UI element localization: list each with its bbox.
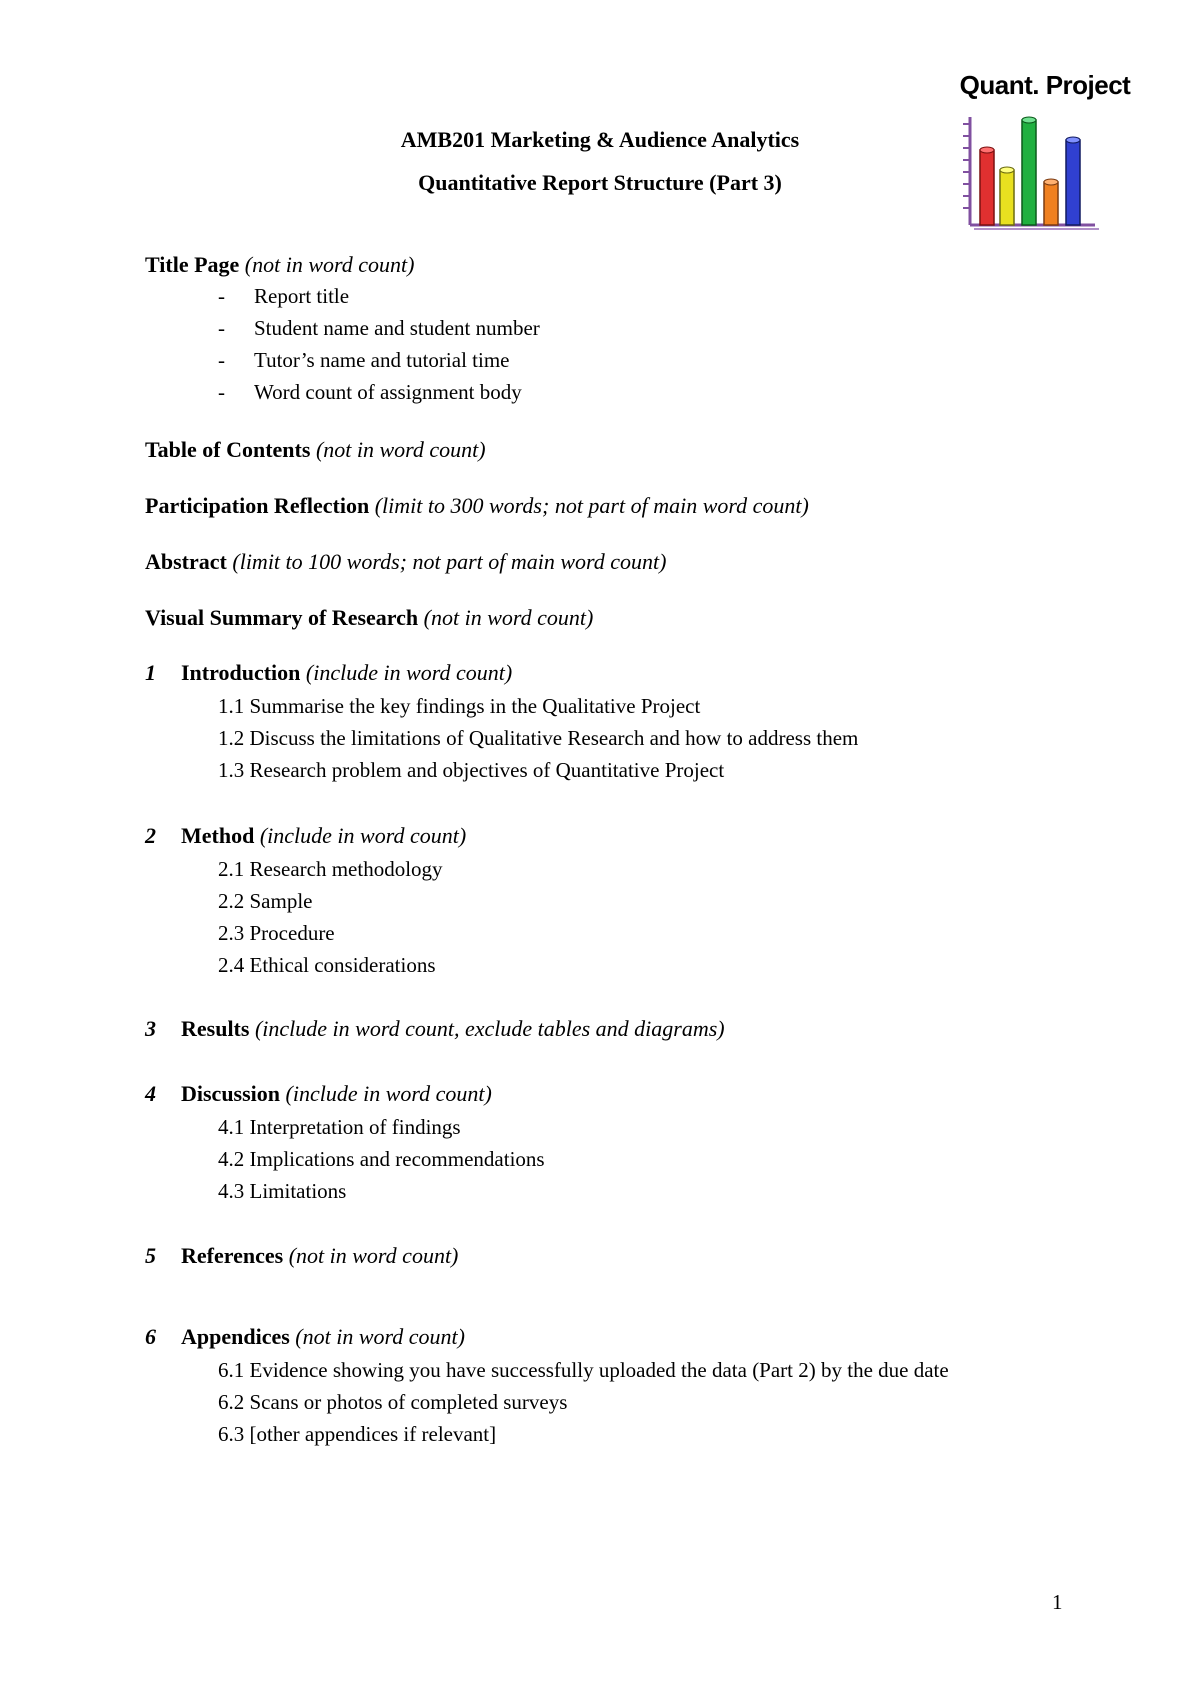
section-4-heading — [145, 1081, 492, 1107]
dash-bullet: - — [218, 284, 225, 308]
section-title: Introduction — [181, 660, 301, 685]
abstract-note: (limit to 100 words; not part of main word count) — [232, 549, 667, 574]
list-item — [218, 312, 540, 344]
dash-bullet: - — [218, 348, 225, 372]
list-item — [218, 376, 540, 408]
abstract-heading-line — [145, 549, 666, 575]
section-number: 2 — [145, 823, 156, 848]
list-item — [218, 280, 540, 312]
section-title: Method — [181, 823, 255, 848]
section-note: (include in word count, exclude tables and diagrams) — [254, 1016, 725, 1041]
section-5-heading — [145, 1243, 458, 1269]
list-item: 2.2 Sample — [218, 889, 313, 913]
section-note: (include in word count) — [285, 1081, 492, 1106]
document-title: AMB201 Marketing & Audience Analytics — [400, 127, 800, 152]
visual-summary-note: (not in word count) — [423, 605, 594, 630]
list-item-text: Student name and student number — [254, 316, 540, 340]
visual-summary-heading: Visual Summary of Research — [145, 605, 419, 630]
logo-title: Quant. Project — [959, 70, 1131, 100]
section-title: Discussion — [181, 1081, 281, 1106]
section-number: 6 — [145, 1324, 156, 1349]
toc-heading: Table of Contents — [145, 437, 311, 462]
section-number: 1 — [145, 660, 156, 685]
section-3-heading — [145, 1016, 725, 1042]
list-item: 1.2 Discuss the limitations of Qualitative Research and how to address them — [218, 726, 859, 750]
toc-heading-line — [145, 437, 486, 463]
page-number: 1 — [1052, 1590, 1063, 1614]
list-item — [218, 344, 540, 376]
visual-summary-heading-line — [145, 605, 593, 631]
list-item: 6.1 Evidence showing you have successfully uploaded the data (Part 2) by the due date — [218, 1358, 949, 1382]
list-item-text: Report title — [254, 284, 350, 308]
quant-project-logo — [940, 70, 1140, 240]
abstract-heading: Abstract — [145, 549, 227, 574]
section-4-list — [218, 1111, 545, 1207]
reflection-note: (limit to 300 words; not part of main word count) — [374, 493, 809, 518]
list-item: 4.3 Limitations — [218, 1179, 347, 1203]
list-item: 2.3 Procedure — [218, 921, 335, 945]
section-6-list — [218, 1354, 949, 1450]
section-note: (include in word count) — [259, 823, 467, 848]
list-item: 2.1 Research methodology — [218, 857, 443, 881]
list-item: 1.1 Summarise the key findings in the Qualitative Project — [218, 694, 701, 718]
section-number: 4 — [145, 1081, 156, 1106]
section-1-list — [218, 690, 858, 786]
list-item: 4.1 Interpretation of findings — [218, 1115, 461, 1139]
section-2-list — [218, 853, 443, 981]
dash-bullet: - — [218, 380, 225, 404]
document-subtitle: Quantitative Report Structure (Part 3) — [418, 170, 782, 195]
section-1-heading — [145, 660, 512, 686]
section-title: References — [181, 1243, 284, 1268]
list-item: 2.4 Ethical considerations — [218, 953, 436, 977]
title-page-heading-line — [145, 252, 414, 278]
list-item: 6.3 [other appendices if relevant] — [218, 1422, 497, 1446]
dash-bullet: - — [218, 316, 225, 340]
title-page-list — [218, 280, 540, 408]
reflection-heading: Participation Reflection — [145, 493, 370, 518]
section-2-heading — [145, 823, 466, 849]
list-item-text: Word count of assignment body — [254, 380, 522, 404]
section-number: 3 — [145, 1016, 156, 1041]
section-title: Appendices — [181, 1324, 290, 1349]
section-6-heading — [145, 1324, 465, 1350]
list-item: 6.2 Scans or photos of completed surveys — [218, 1390, 568, 1414]
toc-note: (not in word count) — [315, 437, 486, 462]
section-note: (include in word count) — [305, 660, 513, 685]
list-item: 1.3 Research problem and objectives of Quantitative Project — [218, 758, 725, 782]
title-page-note: (not in word count) — [244, 252, 415, 277]
section-note: (not in word count) — [295, 1324, 465, 1349]
reflection-heading-line — [145, 493, 809, 519]
section-title: Results — [181, 1016, 250, 1041]
section-number: 5 — [145, 1243, 156, 1268]
list-item: 4.2 Implications and recommendations — [218, 1147, 545, 1171]
list-item-text: Tutor’s name and tutorial time — [254, 348, 510, 372]
section-note: (not in word count) — [288, 1243, 459, 1268]
title-page-heading: Title Page — [145, 252, 240, 277]
